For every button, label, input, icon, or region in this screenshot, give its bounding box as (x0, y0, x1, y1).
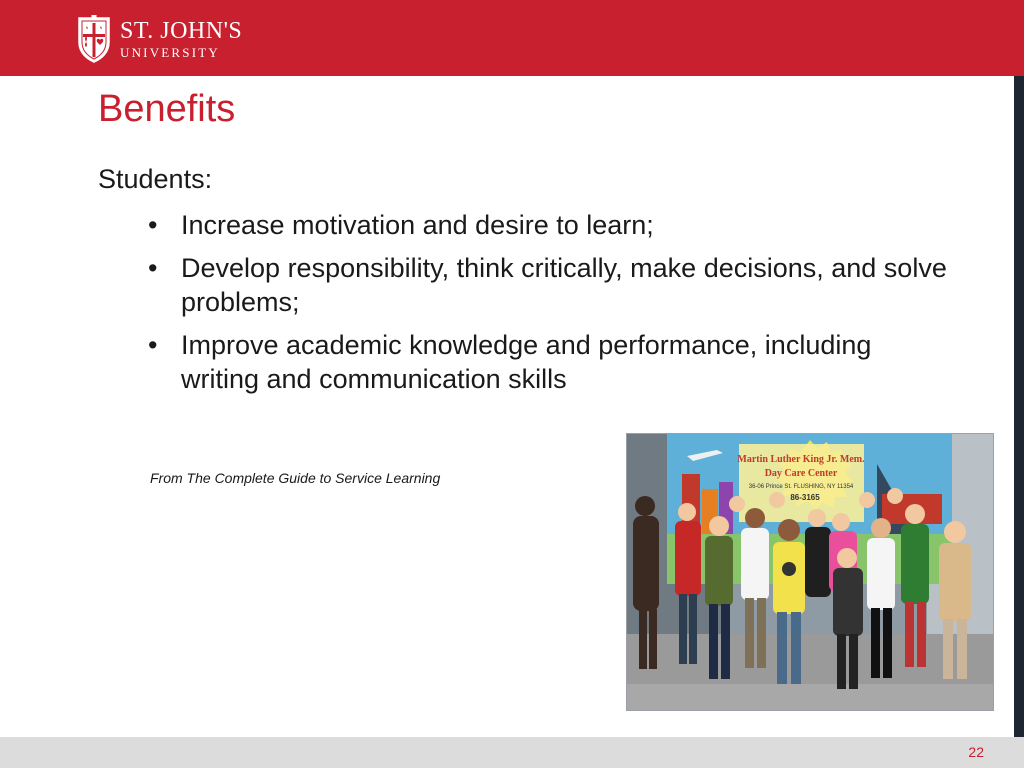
header-bar (0, 0, 1024, 76)
page-number: 22 (968, 744, 984, 760)
slide-title: Benefits (98, 88, 236, 130)
logo-subtitle: UNIVERSITY (120, 45, 220, 60)
footer-bar (0, 737, 1024, 768)
bullet-dot-icon: • (148, 330, 158, 360)
university-logo (76, 12, 242, 66)
sign-subtitle: Day Care Center (764, 468, 838, 479)
bullet-item (148, 251, 948, 319)
bullet-item (148, 208, 948, 242)
sign-phone: 86-3165 (790, 493, 820, 502)
group-photo (626, 433, 994, 711)
source-citation: From The Complete Guide to Service Learning (150, 470, 441, 486)
right-accent-stripe (1014, 76, 1024, 737)
sign-address: 36-06 Prince St. FLUSHING, NY 11354 (748, 484, 854, 490)
bullet-text: Improve academic knowledge and performance, including writing and communication skills (181, 330, 872, 394)
logo-name: ST. JOHN'S (120, 18, 243, 44)
sign-title: Martin Luther King Jr. Mem. (737, 454, 865, 465)
bullet-dot-icon: • (148, 210, 158, 240)
bullet-text: Increase motivation and desire to learn; (181, 210, 654, 240)
bullet-text: Develop responsibility, think critically, make decisions, and solve problems; (181, 253, 947, 317)
bullet-list (148, 208, 948, 405)
bullet-dot-icon: • (148, 253, 158, 283)
bullet-item (148, 328, 948, 396)
university-shield-icon (76, 14, 112, 64)
slide-intro: Students: (98, 164, 213, 194)
group-photo-illustration (627, 434, 994, 711)
